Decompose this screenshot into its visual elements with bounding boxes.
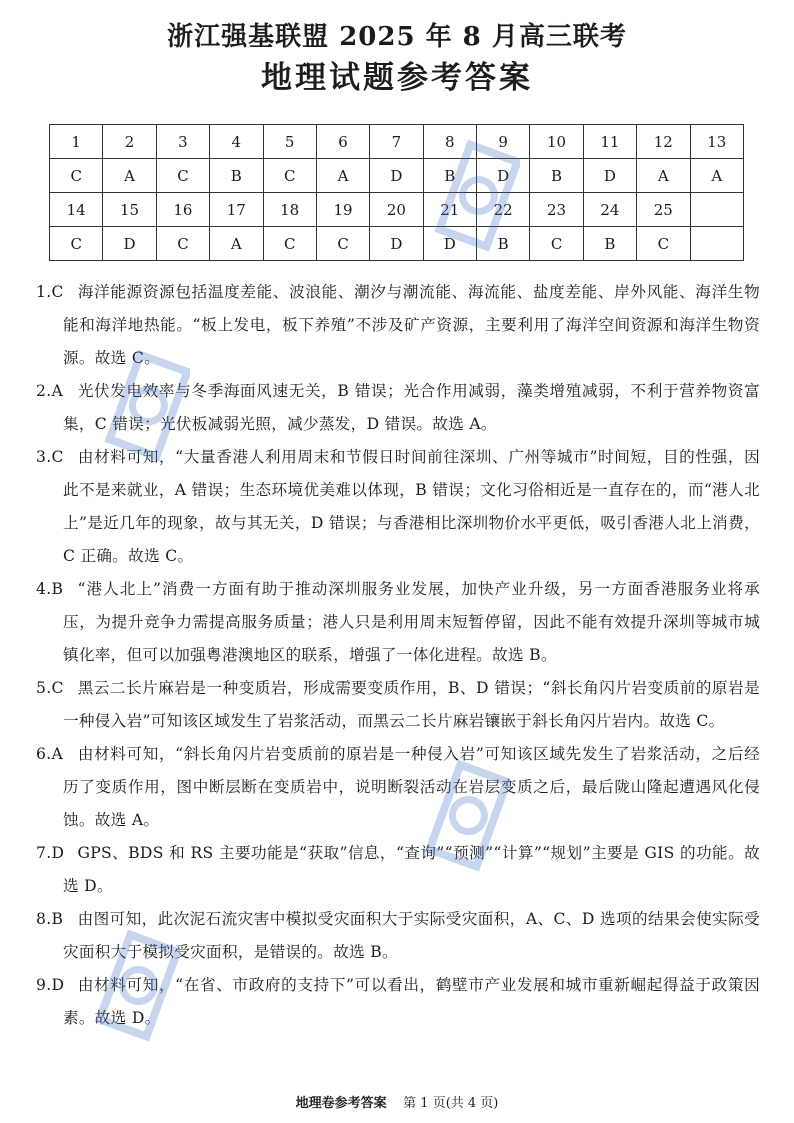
answer-cell: C [530,227,583,261]
item-number: 2. [36,382,52,400]
answer-cell: D [370,227,423,261]
answer-cell: D [477,159,530,193]
question-number-cell: 7 [370,125,423,159]
item-number: 5. [36,679,52,697]
item-text: GPS、BDS 和 RS 主要功能是“获取”信息，“查询”“预测”“计算”“规划”主要是 GIS 的功能。故选 D。 [63,844,760,895]
title-line1: 浙江强基联盟 2025 年 8 月高三联考 [167,22,627,52]
answer-cell: C [637,227,690,261]
explanation-item [36,573,760,672]
question-number-cell: 4 [210,125,263,159]
question-number-cell: 2 [103,125,156,159]
item-number: 6. [36,745,52,763]
item-text: “港人北上”消费一方面有助于推动深圳服务业发展，加快产业升级，另一方面香港服务业将承压，为提升竞争力需提高服务质量；港人只是利用周末短暂停留，因此不能有效提升深圳等城市城镇化率，但可以加强粤港澳地区的联系，增强了一体化进程。故选 B。 [63,580,760,664]
question-number-cell: 14 [50,193,103,227]
answer-cell: A [103,159,156,193]
item-answer: B [51,910,64,928]
explanation-item [36,672,760,738]
item-text: 由图可知，此次泥石流灾害中模拟受灾面积大于实际受灾面积，A、C、D 选项的结果会使实际受灾面积大于模拟受灾面积，是错误的。故选 B。 [63,910,760,961]
item-answer: D [51,844,65,862]
question-number-cell: 8 [423,125,476,159]
item-text: 海洋能源资源包括温度差能、波浪能、潮汐与潮流能、海流能、盐度差能、岸外风能、海洋生物能和海洋地热能。“板上发电，板下养殖”不涉及矿产资源，主要利用了海洋空间资源和海洋生物资源。故选 C。 [63,283,760,367]
answer-cell: D [103,227,156,261]
answer-cell: B [583,227,636,261]
page-footer [0,1092,794,1111]
question-number-cell: 6 [316,125,369,159]
question-number-cell: 10 [530,125,583,159]
item-text: 由材料可知，“斜长角闪片岩变质前的原岩是一种侵入岩”可知该区域先发生了岩浆活动，之后经历了变质作用，图中断层断在变质岩中，说明断裂活动在岩层变质之后，最后陇山隆起遭遇风化侵蚀。故选 A。 [63,745,760,829]
explanation-item [36,276,760,375]
answer-cell [690,227,744,261]
answer-cell: C [263,227,316,261]
question-number-cell: 11 [583,125,636,159]
answer-cell: A [316,159,369,193]
footer-doc-name: 地理卷参考答案 [295,1096,387,1111]
question-number-cell: 16 [156,193,209,227]
item-text: 光伏发电效率与冬季海面风速无关，B 错误；光合作用减弱，藻类增殖减弱，不利于营养物资富集，C 错误；光伏板减弱光照，减少蒸发，D 错误。故选 A。 [63,382,760,433]
item-number: 9. [36,976,52,994]
answer-cell: B [477,227,530,261]
explanation-item [36,441,760,573]
question-number-row [50,193,744,227]
explanation-list [36,276,760,1035]
item-answer: A [51,745,64,763]
footer-page-info: 第 1 页(共 4 页) [403,1096,499,1111]
item-text: 黑云二长片麻岩是一种变质岩，形成需要变质作用，B、D 错误；“斜长角闪片岩变质前的原岩是一种侵入岩”可知该区域发生了岩浆活动，而黑云二长片麻岩镶嵌于斜长角闪片岩内。故选 C。 [63,679,760,730]
question-number-cell: 3 [156,125,209,159]
item-answer: A [51,382,64,400]
explanation-item [36,969,760,1035]
question-number-cell: 9 [477,125,530,159]
answer-row [50,227,744,261]
question-number-cell: 25 [637,193,690,227]
answer-table [49,124,744,261]
question-number-cell: 15 [103,193,156,227]
question-number-cell: 18 [263,193,316,227]
title-line2: 地理试题参考答案 [261,60,533,96]
answer-cell: A [637,159,690,193]
item-number: 1. [36,283,52,301]
answer-cell: C [156,227,209,261]
question-number-cell: 1 [50,125,103,159]
question-number-cell: 12 [637,125,690,159]
explanation-item [36,837,760,903]
answer-cell: C [156,159,209,193]
explanation-item [36,903,760,969]
answer-cell: B [530,159,583,193]
item-answer: C [51,679,64,697]
question-number-cell: 22 [477,193,530,227]
item-answer: B [51,580,64,598]
answer-cell: A [210,227,263,261]
item-text: 由材料可知，“在省、市政府的支持下”可以看出，鹤壁市产业发展和城市重新崛起得益于政策因素。故选 D。 [63,976,760,1027]
answer-cell: B [210,159,263,193]
explanation-item [36,738,760,837]
item-number: 3. [36,448,52,466]
answer-cell: C [50,159,103,193]
answer-cell: D [370,159,423,193]
item-number: 4. [36,580,52,598]
question-number-cell: 19 [316,193,369,227]
answer-row [50,159,744,193]
item-text: 由材料可知，“大量香港人利用周末和节假日时间前往深圳、广州等城市”时间短，目的性强，因此不是来就业，A 错误；生态环境优美难以体现，B 错误；文化习俗相近是一直存在的，而“港人北上”是近几年的现象，故与其无关，D 错误；与香港相比深圳物价水平更低，吸引香港人北上消费，C 正确。故选 C。 [63,448,760,565]
question-number-row [50,125,744,159]
answer-cell: D [583,159,636,193]
question-number-cell: 5 [263,125,316,159]
question-number-cell: 23 [530,193,583,227]
answer-cell: C [316,227,369,261]
answer-cell: C [50,227,103,261]
item-number: 8. [36,910,52,928]
item-number: 7. [36,844,52,862]
answer-cell: D [423,227,476,261]
item-answer: D [51,976,65,994]
answer-cell: A [690,159,744,193]
answer-cell: C [263,159,316,193]
question-number-cell [690,193,744,227]
question-number-cell: 20 [370,193,423,227]
explanation-item [36,375,760,441]
answer-cell: B [423,159,476,193]
question-number-cell: 13 [690,125,744,159]
item-answer: C [51,448,64,466]
question-number-cell: 21 [423,193,476,227]
item-answer: C [51,283,64,301]
question-number-cell: 24 [583,193,636,227]
question-number-cell: 17 [210,193,263,227]
